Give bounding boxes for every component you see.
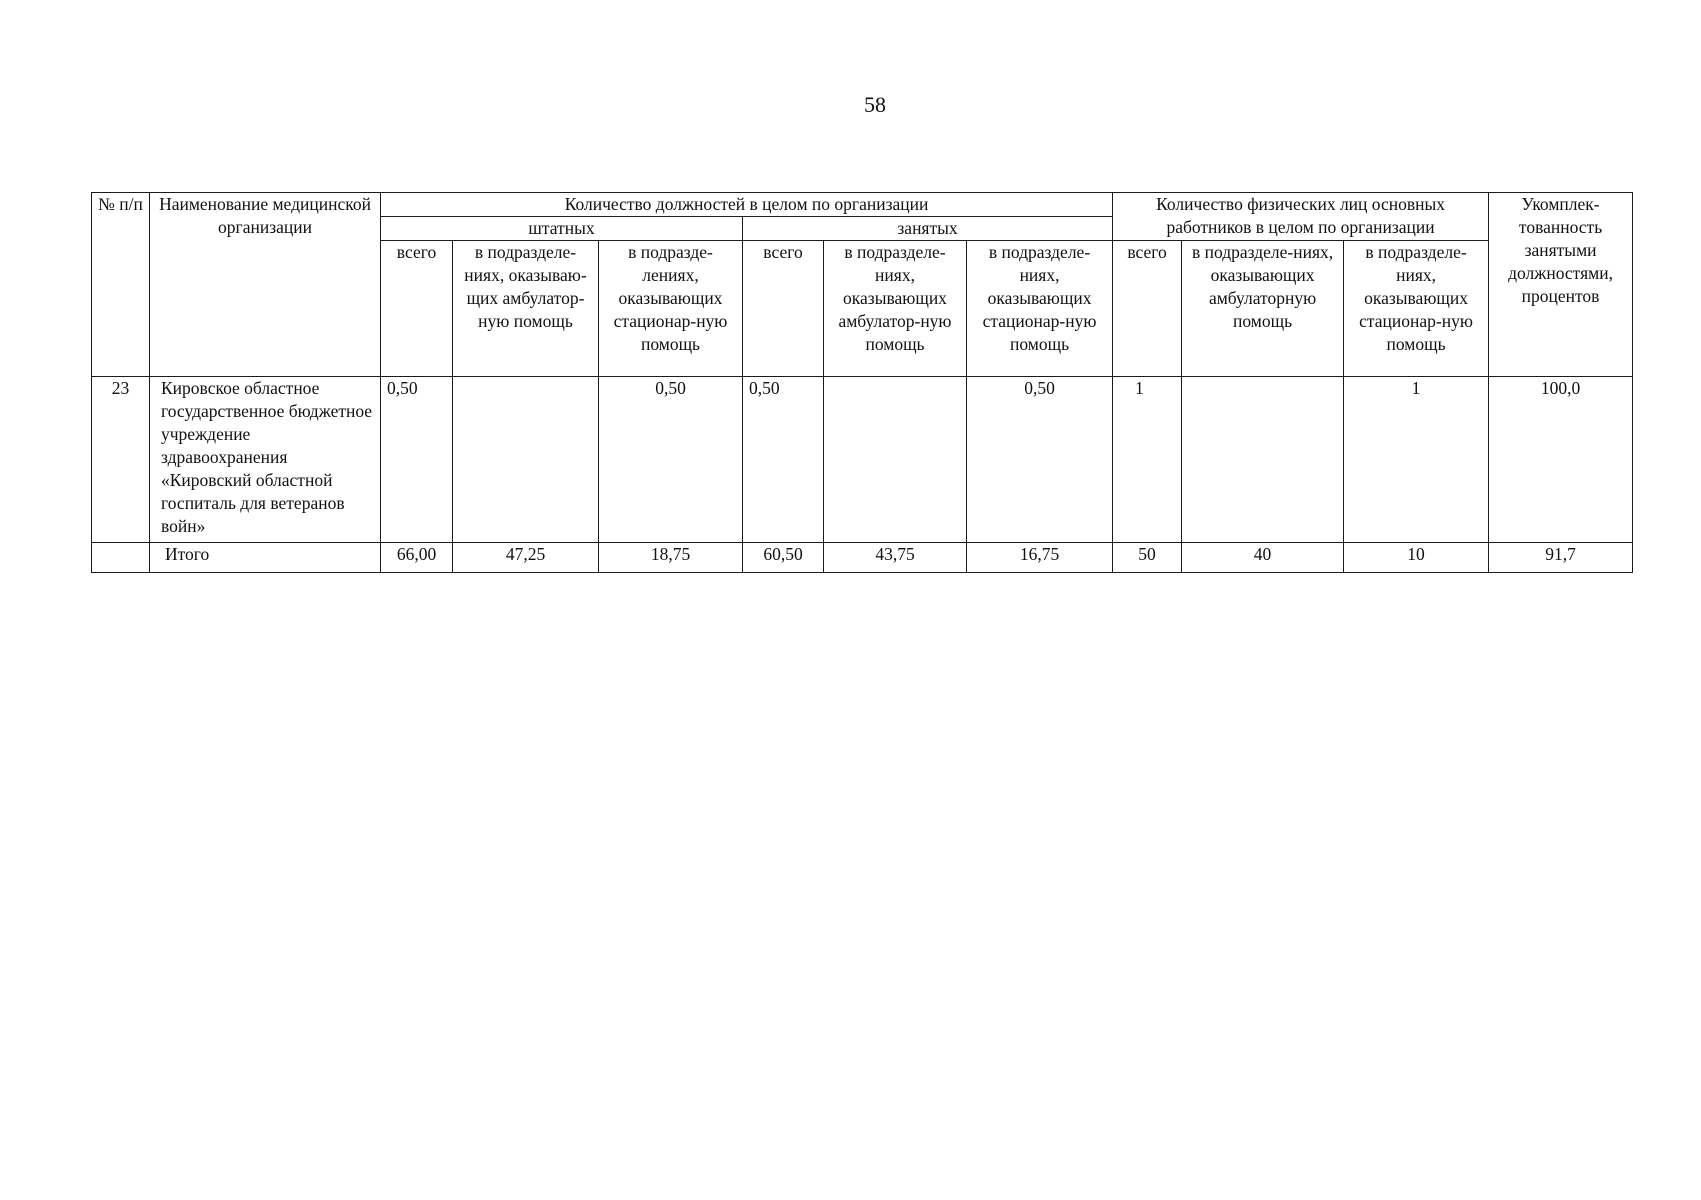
header-pers-outpatient: в подразделе-ниях, оказывающих амбулаторную помощь <box>1182 241 1344 377</box>
row-staff-inpatient: 0,50 <box>599 377 743 543</box>
header-num: № п/п <box>92 193 150 377</box>
row-org-name: Кировское областное государственное бюджетное учреждение здравоохранения «Кировский областной госпиталь для ветеранов войн» <box>150 377 381 543</box>
header-occ-outpatient: в подразделе-ниях, оказывающих амбулатор-ную помощь <box>824 241 967 377</box>
header-row-1 <box>92 193 1633 217</box>
header-org-name: Наименование медицинской организации <box>150 193 381 377</box>
staffing-table <box>91 192 1633 573</box>
row-pers-total: 1 <box>1113 377 1182 543</box>
row-num: 23 <box>92 377 150 543</box>
header-completeness: Укомплек-тованность занятыми должностями, процентов <box>1489 193 1633 377</box>
header-persons-group: Количество физических лиц основных работников в целом по организации <box>1113 193 1489 241</box>
row-occ-outpatient <box>824 377 967 543</box>
row-completeness: 100,0 <box>1489 377 1633 543</box>
total-row <box>92 543 1633 573</box>
row-staff-outpatient <box>453 377 599 543</box>
total-staff-inpatient: 18,75 <box>599 543 743 573</box>
header-staff: штатных <box>381 217 743 241</box>
total-occ-inpatient: 16,75 <box>967 543 1113 573</box>
total-staff-total: 66,00 <box>381 543 453 573</box>
page-number: 58 <box>864 92 886 117</box>
total-num <box>92 543 150 573</box>
header-staff-inpatient: в подразде-лениях, оказывающих стационар-ную помощь <box>599 241 743 377</box>
row-staff-total: 0,50 <box>381 377 453 543</box>
row-occ-inpatient: 0,50 <box>967 377 1113 543</box>
total-label: Итого <box>150 543 381 573</box>
header-pers-total: всего <box>1113 241 1182 377</box>
header-staff-total: всего <box>381 241 453 377</box>
header-occ-total: всего <box>743 241 824 377</box>
total-pers-outpatient: 40 <box>1182 543 1344 573</box>
total-pers-total: 50 <box>1113 543 1182 573</box>
total-completeness: 91,7 <box>1489 543 1633 573</box>
header-occ-inpatient: в подразделе-ниях, оказывающих стационар-ную помощь <box>967 241 1113 377</box>
total-staff-outpatient: 47,25 <box>453 543 599 573</box>
row-pers-inpatient: 1 <box>1344 377 1489 543</box>
row-pers-outpatient <box>1182 377 1344 543</box>
header-staff-outpatient: в подразделе-ниях, оказываю-щих амбулатор-ную помощь <box>453 241 599 377</box>
table-row <box>92 377 1633 543</box>
header-occupied: занятых <box>743 217 1113 241</box>
row-occ-total: 0,50 <box>743 377 824 543</box>
total-pers-inpatient: 10 <box>1344 543 1489 573</box>
total-occ-outpatient: 43,75 <box>824 543 967 573</box>
total-occ-total: 60,50 <box>743 543 824 573</box>
header-positions-group: Количество должностей в целом по организации <box>381 193 1113 217</box>
header-pers-inpatient: в подразделе-ниях, оказывающих стационар-ную помощь <box>1344 241 1489 377</box>
